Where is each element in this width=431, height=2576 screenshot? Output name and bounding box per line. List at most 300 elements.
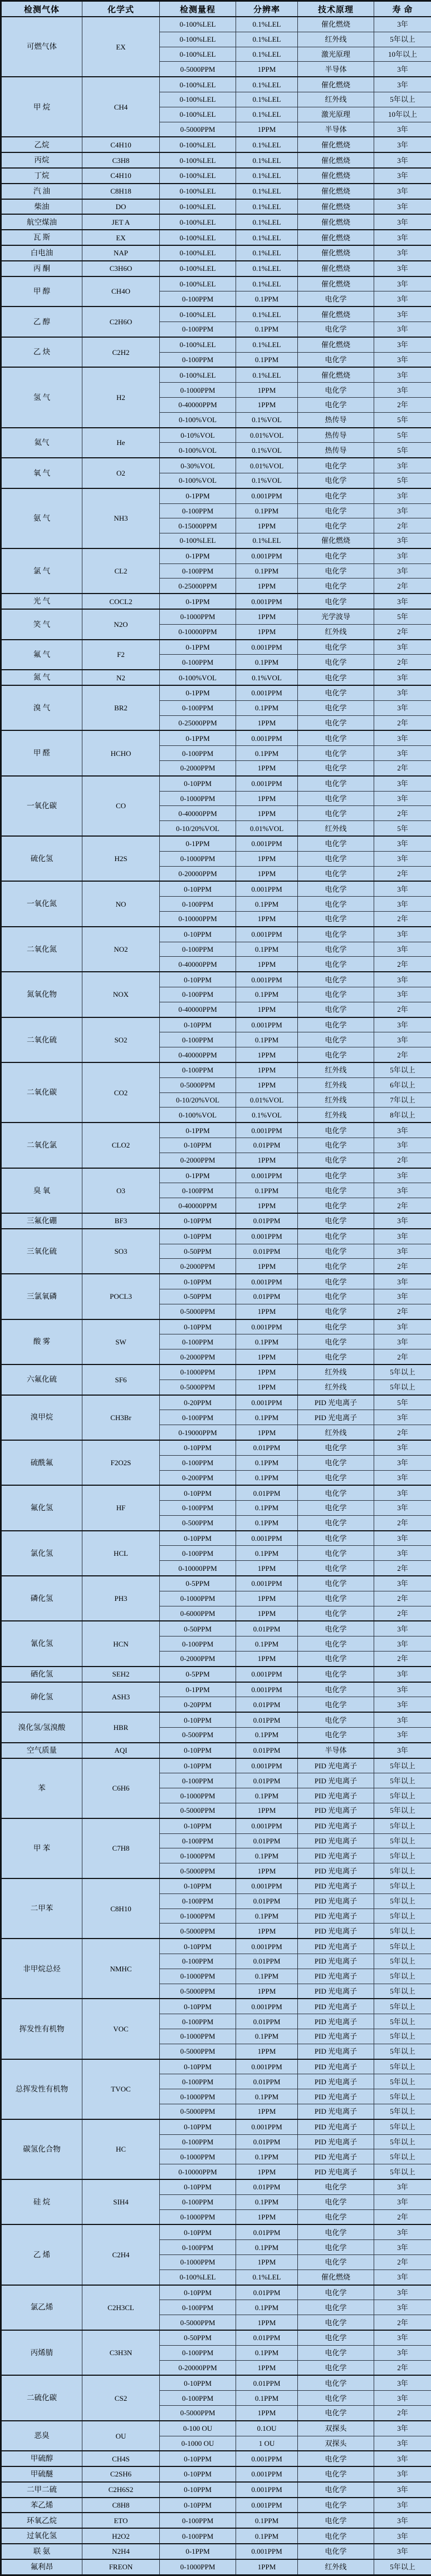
formula-cell: He xyxy=(82,428,160,458)
table-row xyxy=(1,1017,431,1032)
formula-cell: CH4 xyxy=(82,77,160,137)
principle-cell: 电化学 xyxy=(298,1289,374,1304)
resolution-cell: 0.1PPM xyxy=(236,987,298,1002)
table-row xyxy=(1,1213,431,1229)
range-cell: 0-10PPM xyxy=(160,2375,236,2390)
gas-name-cell: 光 气 xyxy=(1,594,82,609)
resolution-cell: 0.1%LEL xyxy=(236,184,298,199)
range-cell: 0-2000PPM xyxy=(160,761,236,776)
lifespan-cell: 3年 xyxy=(374,897,431,912)
gas-name-cell: 丙烯腈 xyxy=(1,2330,82,2375)
resolution-cell: 0.1%LEL xyxy=(236,199,298,215)
range-cell: 0-50PPM xyxy=(160,1289,236,1304)
principle-cell: PID 光电离子 xyxy=(298,1984,374,1999)
range-cell: 0-1PPM xyxy=(160,640,236,655)
lifespan-cell: 3年 xyxy=(374,2421,431,2436)
lifespan-cell: 5年以上 xyxy=(374,32,431,47)
gas-name-cell: 二氧化硫 xyxy=(1,1017,82,1062)
range-cell: 0-10PPM xyxy=(160,1319,236,1334)
resolution-cell: 0.1PPM xyxy=(236,2528,298,2544)
range-cell: 0-100PPM xyxy=(160,503,236,518)
resolution-cell: 0.001PPM xyxy=(236,836,298,851)
range-cell: 0-2000PPM xyxy=(160,1652,236,1667)
principle-cell: 电化学 xyxy=(298,2224,374,2239)
range-cell: 0-100%LEL xyxy=(160,261,236,276)
principle-cell: PID 光电离子 xyxy=(298,1939,374,1954)
principle-cell: 电化学 xyxy=(298,1485,374,1500)
lifespan-cell: 8年以上 xyxy=(374,1107,431,1123)
principle-cell: 电化学 xyxy=(298,473,374,488)
table-row xyxy=(1,2375,431,2390)
principle-cell: 电化学 xyxy=(298,776,374,791)
resolution-cell: 0.001PPM xyxy=(236,1576,298,1591)
principle-cell: 激光原理 xyxy=(298,47,374,62)
lifespan-cell: 3年 xyxy=(374,1032,431,1047)
table-row xyxy=(1,152,431,168)
table-row xyxy=(1,670,431,685)
lifespan-cell: 5年 xyxy=(374,412,431,427)
lifespan-cell: 3年 xyxy=(374,261,431,276)
principle-cell: 电化学 xyxy=(298,1606,374,1621)
table-row xyxy=(1,2421,431,2436)
lifespan-cell: 3年 xyxy=(374,987,431,1002)
gas-name-cell: 氨 气 xyxy=(1,488,82,548)
formula-cell: POCL3 xyxy=(82,1274,160,1319)
lifespan-cell: 5年以上 xyxy=(374,2134,431,2149)
range-cell: 0-40000PPM xyxy=(160,1047,236,1062)
lifespan-cell: 3年 xyxy=(374,306,431,322)
range-cell: 0-100PPM xyxy=(160,1501,236,1516)
principle-cell: 电化学 xyxy=(298,579,374,594)
principle-cell: 电化学 xyxy=(298,1455,374,1470)
resolution-cell: 1PPM xyxy=(236,2405,298,2420)
resolution-cell: 0.1%VOL xyxy=(236,473,298,488)
principle-cell: 电化学 xyxy=(298,352,374,367)
lifespan-cell: 3年 xyxy=(374,776,431,791)
resolution-cell: 0.01PPM xyxy=(236,1743,298,1758)
lifespan-cell: 3年 xyxy=(374,1667,431,1682)
lifespan-cell: 3年 xyxy=(374,1636,431,1652)
resolution-cell: 0.1%LEL xyxy=(236,230,298,245)
resolution-cell: 0.1%LEL xyxy=(236,245,298,261)
resolution-cell: 0.001PPM xyxy=(236,548,298,563)
principle-cell: 热传导 xyxy=(298,412,374,427)
lifespan-cell: 3年 xyxy=(374,2544,431,2559)
lifespan-cell: 3年 xyxy=(374,367,431,382)
principle-cell: 电化学 xyxy=(298,1017,374,1032)
principle-cell: 催化燃烧 xyxy=(298,367,374,382)
principle-cell: 催化燃烧 xyxy=(298,137,374,152)
resolution-cell: 0.1%LEL xyxy=(236,214,298,230)
formula-cell: SO2 xyxy=(82,1017,160,1062)
principle-cell: 半导体 xyxy=(298,122,374,137)
gas-name-cell: 乙 烯 xyxy=(1,2224,82,2285)
principle-cell: 电化学 xyxy=(298,2375,374,2390)
lifespan-cell: 5年以上 xyxy=(374,2029,431,2044)
formula-cell: HCN xyxy=(82,1621,160,1666)
table-row xyxy=(1,730,431,745)
range-cell: 0-10PPM xyxy=(160,1999,236,2014)
range-cell: 0-100PPM xyxy=(160,2194,236,2209)
range-cell: 0-100%LEL xyxy=(160,367,236,382)
resolution-cell: 1PPM xyxy=(236,1591,298,1606)
resolution-cell: 0.1%VOL xyxy=(236,443,298,458)
resolution-cell: 0.01PPM xyxy=(236,1954,298,1969)
principle-cell: 电化学 xyxy=(298,1334,374,1349)
principle-cell: PID 光电离子 xyxy=(298,1833,374,1848)
range-cell: 0-100PPM xyxy=(160,897,236,912)
range-cell: 0-10PPM xyxy=(160,1818,236,1833)
principle-cell: 热传导 xyxy=(298,428,374,443)
range-cell: 0-100%LEL xyxy=(160,168,236,184)
formula-cell: C2SH6 xyxy=(82,2466,160,2482)
gas-name-cell: 氧 气 xyxy=(1,458,82,488)
range-cell: 0-10PPM xyxy=(160,927,236,942)
resolution-cell: 0.1PPM xyxy=(236,291,298,306)
resolution-cell: 0.1PPM xyxy=(236,655,298,670)
table-row xyxy=(1,2179,431,2194)
gas-name-cell: 白电油 xyxy=(1,245,82,261)
gas-name-cell: 碳氢化合物 xyxy=(1,2119,82,2179)
resolution-cell: 1PPM xyxy=(236,957,298,972)
principle-cell: 电化学 xyxy=(298,2345,374,2360)
resolution-cell: 1PPM xyxy=(236,2254,298,2270)
gas-name-cell: 三氯氧磷 xyxy=(1,1274,82,1319)
formula-cell: FREON xyxy=(82,2559,160,2575)
formula-cell: C4H10 xyxy=(82,168,160,184)
resolution-cell: 0.1PPM xyxy=(236,1183,298,1198)
lifespan-cell: 3年 xyxy=(374,1410,431,1425)
gas-name-cell: 柴油 xyxy=(1,199,82,215)
lifespan-cell: 3年 xyxy=(374,276,431,291)
range-cell: 0-200PPM xyxy=(160,1470,236,1485)
table-row xyxy=(1,1364,431,1380)
lifespan-cell: 3年 xyxy=(374,851,431,866)
resolution-cell: 0.001PPM xyxy=(236,1319,298,1334)
table-row xyxy=(1,1878,431,1893)
resolution-cell: 0.001PPM xyxy=(236,640,298,655)
lifespan-cell: 3年 xyxy=(374,2240,431,2255)
table-row xyxy=(1,640,431,655)
range-cell: 0-2000PPM xyxy=(160,1153,236,1168)
lifespan-cell: 3年 xyxy=(374,1455,431,1470)
lifespan-cell: 3年 xyxy=(374,594,431,609)
formula-cell: JET A xyxy=(82,214,160,230)
range-cell: 0-1000PPM xyxy=(160,791,236,806)
table-row xyxy=(1,2498,431,2513)
resolution-cell: 0.1%LEL xyxy=(236,32,298,47)
table-row xyxy=(1,2482,431,2498)
gas-name-cell: 总挥发性有机物 xyxy=(1,2059,82,2119)
principle-cell: 红外线 xyxy=(298,1092,374,1107)
resolution-cell: 0.1%LEL xyxy=(236,306,298,322)
formula-cell: BF3 xyxy=(82,1213,160,1229)
lifespan-cell: 3年 xyxy=(374,1470,431,1485)
range-cell: 0-1000PPM xyxy=(160,851,236,866)
lifespan-cell: 2年 xyxy=(374,806,431,821)
resolution-cell: 1PPM xyxy=(236,1304,298,1319)
lifespan-cell: 2年 xyxy=(374,2360,431,2375)
resolution-cell: 0.1%LEL xyxy=(236,77,298,92)
gas-name-cell: 乙 醇 xyxy=(1,306,82,337)
range-cell: 0-100%LEL xyxy=(160,47,236,62)
formula-cell: CLO2 xyxy=(82,1123,160,1168)
lifespan-cell: 3年 xyxy=(374,1183,431,1198)
principle-cell: PID 光电离子 xyxy=(298,1863,374,1878)
lifespan-cell: 3年 xyxy=(374,2285,431,2300)
range-cell: 0-1000PPM xyxy=(160,1848,236,1863)
principle-cell: 电化学 xyxy=(298,1183,374,1198)
gas-name-cell: 苯 xyxy=(1,1758,82,1818)
range-cell: 0-100PPM xyxy=(160,2391,236,2406)
lifespan-cell: 3年 xyxy=(374,942,431,957)
formula-cell: NAP xyxy=(82,245,160,261)
resolution-cell: 0.001PPM xyxy=(236,1939,298,1954)
range-cell: 0-100%LEL xyxy=(160,276,236,291)
formula-cell: O2 xyxy=(82,458,160,488)
lifespan-cell: 5年以上 xyxy=(374,1863,431,1878)
principle-cell: 电化学 xyxy=(298,1123,374,1138)
lifespan-cell: 3年 xyxy=(374,1682,431,1697)
range-cell: 0-10/20%VOL xyxy=(160,1092,236,1107)
resolution-cell: 1PPM xyxy=(236,1062,298,1077)
gas-name-cell: 二硫化碳 xyxy=(1,2375,82,2420)
lifespan-cell: 2年 xyxy=(374,1349,431,1364)
resolution-cell: 1PPM xyxy=(236,1425,298,1440)
range-cell: 0-1000PPM xyxy=(160,1364,236,1380)
range-cell: 0-20000PPM xyxy=(160,2360,236,2375)
lifespan-cell: 3年 xyxy=(374,1743,431,1758)
principle-cell: 电化学 xyxy=(298,518,374,533)
range-cell: 0-100%LEL xyxy=(160,32,236,47)
range-cell: 0-10000PPM xyxy=(160,2164,236,2179)
table-row xyxy=(1,2224,431,2239)
range-cell: 0-2000PPM xyxy=(160,1259,236,1274)
range-cell: 0-100PPM xyxy=(160,746,236,761)
lifespan-cell: 3年 xyxy=(374,1576,431,1591)
formula-cell: C2H2 xyxy=(82,337,160,368)
principle-cell: 催化燃烧 xyxy=(298,337,374,352)
principle-cell: 电化学 xyxy=(298,1138,374,1153)
gas-name-cell: 二甲二硫 xyxy=(1,2482,82,2498)
lifespan-cell: 3年 xyxy=(374,881,431,896)
resolution-cell: 0.1OU xyxy=(236,2421,298,2436)
range-cell: 0-10PPM xyxy=(160,1274,236,1289)
range-cell: 0-500PPM xyxy=(160,1515,236,1530)
resolution-cell: 0.1PPM xyxy=(236,1728,298,1743)
lifespan-cell: 5年以上 xyxy=(374,2559,431,2575)
resolution-cell: 0.1PPM xyxy=(236,1410,298,1425)
lifespan-cell: 3年 xyxy=(374,2528,431,2544)
gas-name-cell: 酸 雾 xyxy=(1,1319,82,1364)
principle-cell: 催化燃烧 xyxy=(298,152,374,168)
resolution-cell: 0.1PPM xyxy=(236,1470,298,1485)
principle-cell: 电化学 xyxy=(298,548,374,563)
lifespan-cell: 2年 xyxy=(374,761,431,776)
resolution-cell: 0.001PPM xyxy=(236,2498,298,2513)
principle-cell: 电化学 xyxy=(298,2360,374,2375)
table-row xyxy=(1,184,431,199)
resolution-cell: 1PPM xyxy=(236,383,298,398)
resolution-cell: 0.01PPM xyxy=(236,1773,298,1788)
formula-cell: H2S xyxy=(82,836,160,881)
resolution-cell: 1PPM xyxy=(236,866,298,881)
lifespan-cell: 5年以上 xyxy=(374,1878,431,1893)
principle-cell: 电化学 xyxy=(298,1440,374,1455)
principle-cell: 电化学 xyxy=(298,957,374,972)
range-cell: 0-100%LEL xyxy=(160,77,236,92)
resolution-cell: 0.01PPM xyxy=(236,2375,298,2390)
range-cell: 0-10PPM xyxy=(160,1229,236,1244)
resolution-cell: 0.1PPM xyxy=(236,2300,298,2315)
resolution-cell: 0.1%LEL xyxy=(236,168,298,184)
lifespan-cell: 3年 xyxy=(374,1289,431,1304)
principle-cell: 电化学 xyxy=(298,2544,374,2559)
resolution-cell: 0.001PPM xyxy=(236,594,298,609)
principle-cell: PID 光电离子 xyxy=(298,2089,374,2104)
table-row xyxy=(1,1440,431,1455)
principle-cell: 双探头 xyxy=(298,2421,374,2436)
range-cell: 0-1PPM xyxy=(160,548,236,563)
formula-cell: NOX xyxy=(82,972,160,1017)
principle-cell: 电化学 xyxy=(298,730,374,745)
resolution-cell: 1PPM xyxy=(236,1606,298,1621)
table-row xyxy=(1,1319,431,1334)
lifespan-cell: 3年 xyxy=(374,2300,431,2315)
resolution-cell: 0.001PPM xyxy=(236,1999,298,2014)
formula-cell: C2H6S2 xyxy=(82,2482,160,2498)
gas-name-cell: 丁烷 xyxy=(1,168,82,184)
formula-cell: CO xyxy=(82,776,160,836)
lifespan-cell: 5年以上 xyxy=(374,1954,431,1969)
formula-cell: VOC xyxy=(82,1999,160,2059)
table-row xyxy=(1,1621,431,1636)
lifespan-cell: 3年 xyxy=(374,1274,431,1289)
range-cell: 0-10PPM xyxy=(160,1017,236,1032)
range-cell: 0-100%LEL xyxy=(160,199,236,215)
principle-cell: 催化燃烧 xyxy=(298,2270,374,2285)
lifespan-cell: 3年 xyxy=(374,1501,431,1516)
formula-cell: NO xyxy=(82,881,160,926)
resolution-cell: 1PPM xyxy=(236,1002,298,1017)
principle-cell: 电化学 xyxy=(298,700,374,715)
lifespan-cell: 3年 xyxy=(374,1244,431,1259)
range-cell: 0-10PPM xyxy=(160,2498,236,2513)
principle-cell: 电化学 xyxy=(298,1349,374,1364)
principle-cell: 电化学 xyxy=(298,1546,374,1561)
principle-cell: 电化学 xyxy=(298,488,374,503)
table-body xyxy=(1,17,431,2575)
lifespan-cell: 2年 xyxy=(374,1198,431,1213)
principle-cell: 双探头 xyxy=(298,2436,374,2451)
range-cell: 0-10PPM xyxy=(160,1939,236,1954)
resolution-cell: 0.01PPM xyxy=(236,2074,298,2089)
range-cell: 0-100PPM xyxy=(160,1833,236,1848)
gas-name-cell: 甲硫醇 xyxy=(1,2451,82,2466)
range-cell: 0-40000PPM xyxy=(160,397,236,412)
formula-cell: C4H10 xyxy=(82,137,160,152)
lifespan-cell: 2年 xyxy=(374,579,431,594)
gas-name-cell: 甲 醇 xyxy=(1,276,82,307)
resolution-cell: 0.001PPM xyxy=(236,927,298,942)
principle-cell: 电化学 xyxy=(298,806,374,821)
range-cell: 0-5000PPM xyxy=(160,2315,236,2330)
principle-cell: 电化学 xyxy=(298,942,374,957)
lifespan-cell: 3年 xyxy=(374,230,431,245)
resolution-cell: 1PPM xyxy=(236,1380,298,1395)
range-cell: 0-25000PPM xyxy=(160,715,236,730)
principle-cell: PID 光电离子 xyxy=(298,2074,374,2089)
table-row xyxy=(1,245,431,261)
principle-cell: 电化学 xyxy=(298,1470,374,1485)
gas-name-cell: 三氧化硫 xyxy=(1,1229,82,1274)
table-row xyxy=(1,1576,431,1591)
lifespan-cell: 3年 xyxy=(374,2345,431,2360)
range-cell: 0-100PPM xyxy=(160,352,236,367)
lifespan-cell: 2年 xyxy=(374,1606,431,1621)
range-cell: 0-10PPM xyxy=(160,2059,236,2074)
gas-name-cell: 汽 油 xyxy=(1,184,82,199)
range-cell: 0-100PPM xyxy=(160,1334,236,1349)
range-cell: 0-1PPM xyxy=(160,1168,236,1183)
principle-cell: 催化燃烧 xyxy=(298,77,374,92)
lifespan-cell: 3年 xyxy=(374,1712,431,1727)
lifespan-cell: 3年 xyxy=(374,548,431,563)
lifespan-cell: 2年 xyxy=(374,518,431,533)
resolution-cell: 0.1PPM xyxy=(236,2345,298,2360)
principle-cell: 电化学 xyxy=(298,912,374,927)
principle-cell: 电化学 xyxy=(298,291,374,306)
lifespan-cell: 3年 xyxy=(374,488,431,503)
lifespan-cell: 3年 xyxy=(374,1229,431,1244)
table-row xyxy=(1,1123,431,1138)
lifespan-cell: 5年以上 xyxy=(374,1364,431,1380)
principle-cell: 电化学 xyxy=(298,881,374,896)
gas-name-cell: 联 氨 xyxy=(1,2544,82,2559)
resolution-cell: 1PPM xyxy=(236,1984,298,1999)
range-cell: 0-100%LEL xyxy=(160,92,236,107)
col-header-range: 检测量程 xyxy=(160,1,236,17)
lifespan-cell: 5年以上 xyxy=(374,1380,431,1395)
principle-cell: PID 光电离子 xyxy=(298,1878,374,1893)
lifespan-cell: 3年 xyxy=(374,2482,431,2498)
lifespan-cell: 3年 xyxy=(374,2391,431,2406)
lifespan-cell: 5年以上 xyxy=(374,1984,431,1999)
range-cell: 0-10PPM xyxy=(160,776,236,791)
range-cell: 0-100%VOL xyxy=(160,473,236,488)
resolution-cell: 0.1PPM xyxy=(236,503,298,518)
range-cell: 0-10000PPM xyxy=(160,912,236,927)
formula-cell: OU xyxy=(82,2421,160,2451)
lifespan-cell: 2年 xyxy=(374,1561,431,1576)
resolution-cell: 0.001PPM xyxy=(236,1017,298,1032)
lifespan-cell: 3年 xyxy=(374,1485,431,1500)
principle-cell: 电化学 xyxy=(298,2466,374,2482)
gas-name-cell: 二氧化碳 xyxy=(1,1062,82,1123)
resolution-cell: 0.001PPM xyxy=(236,972,298,987)
gas-name-cell: 乙烷 xyxy=(1,137,82,152)
lifespan-cell: 3年 xyxy=(374,972,431,987)
lifespan-cell: 3年 xyxy=(374,640,431,655)
resolution-cell: 0.001PPM xyxy=(236,881,298,896)
resolution-cell: 0.001PPM xyxy=(236,1667,298,1682)
lifespan-cell: 5年 xyxy=(374,443,431,458)
gas-name-cell: 航空煤油 xyxy=(1,214,82,230)
resolution-cell: 0.001PPM xyxy=(236,1123,298,1138)
gas-name-cell: 非甲烷总烃 xyxy=(1,1939,82,1999)
formula-cell: N2 xyxy=(82,670,160,685)
lifespan-cell: 2年 xyxy=(374,1652,431,1667)
